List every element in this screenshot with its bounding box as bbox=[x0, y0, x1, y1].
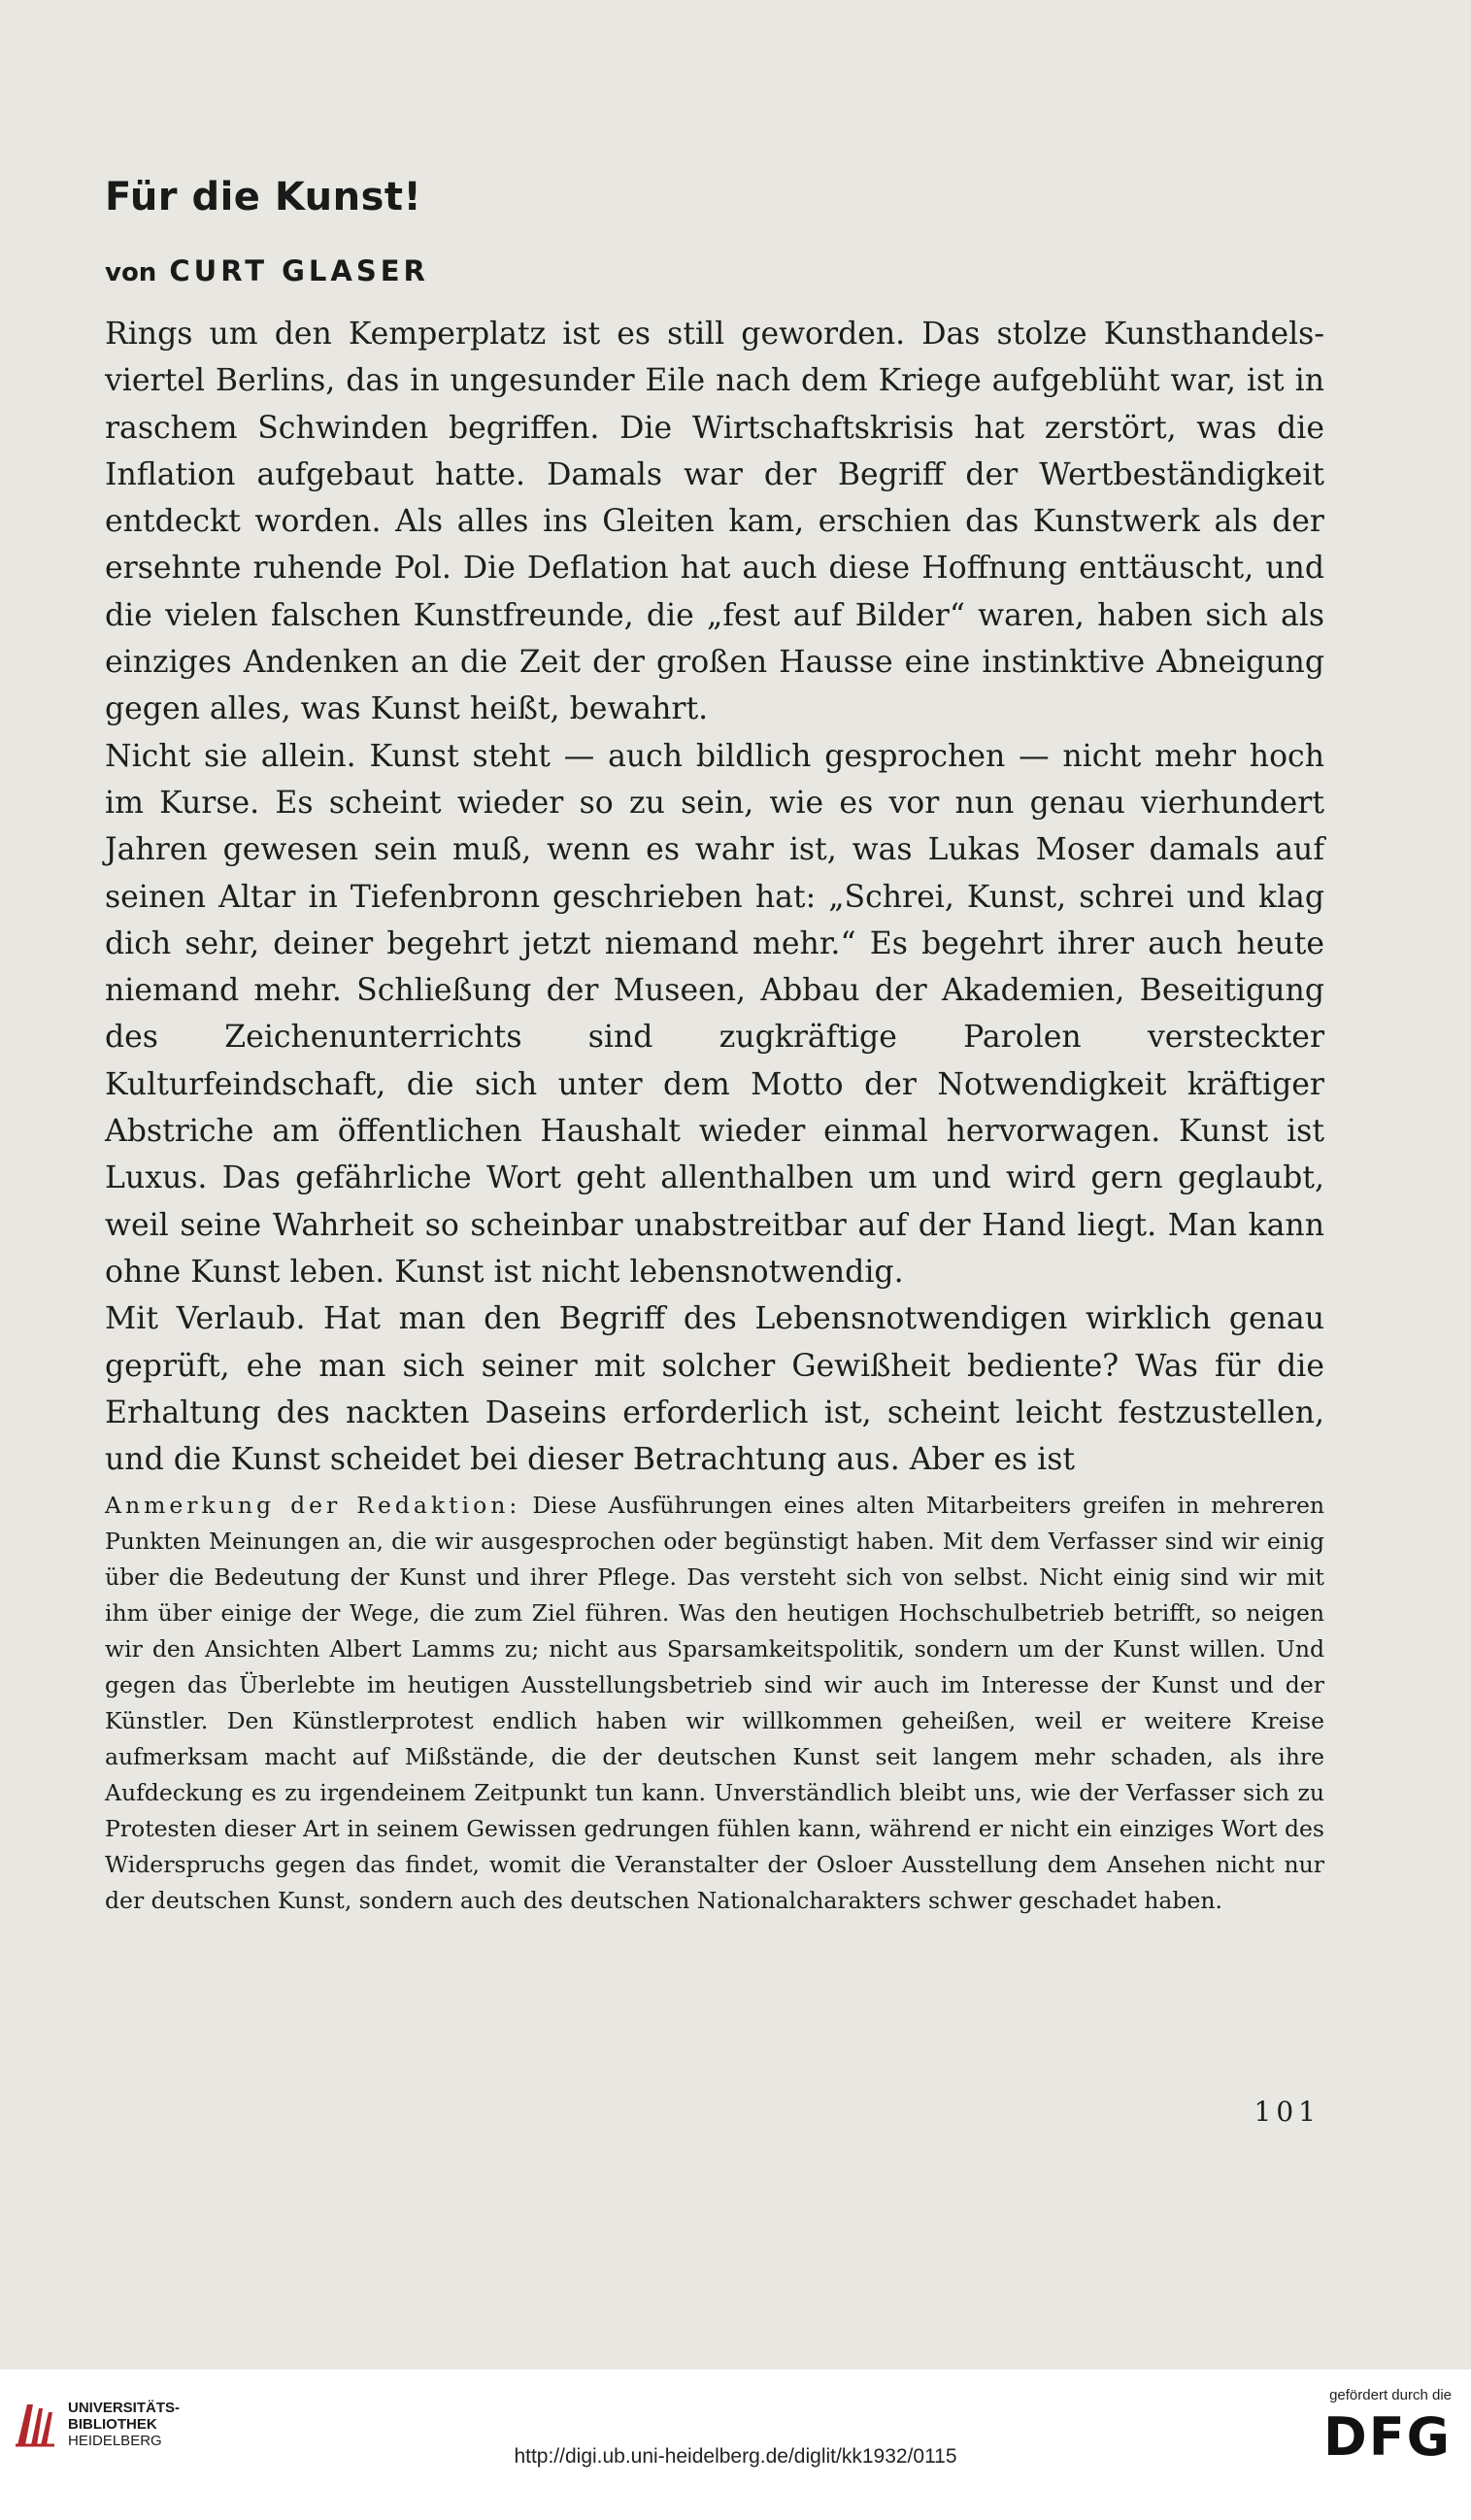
funding-caption: gefördert durch die bbox=[1329, 2387, 1452, 2403]
editorial-note-text: Diese Ausführungen eines alten Mitarbeiters greifen in mehreren Punkten Meinungen an, die wir ausgesprochen oder begünstigt haben. Mit dem Verfasser sind wir einig über die Bedeutung der Kunst und ihrer Pflege. Das versteht sich von selbst. Nicht einig sind wir mit ihm über einige der Wege, die zum Ziel führen. Was den heutigen Hochschulbetrieb betrifft, so neigen wir den Ansichten Albert Lamms zu; nicht aus Sparsamkeitspolitik, sondern um der Kunst willen. Und gegen das Überlebte im heutigen Ausstellungsbetrieb sind wir auch im Interesse der Kunst und der Künstler. Den Künstlerprotest endlich haben wir willkommen geheißen, weil er weitere Kreise aufmerksam macht auf Mißstände, die der deutschen Kunst seit langem mehr schaden, als ihre Aufdeckung es zu irgendeinem Zeitpunkt tun kann. Unverständlich bleibt uns, wie der Verfasser sich zu Protesten dieser Art in seinem Gewissen gedrungen fühlen kann, während er nicht ein einziges Wort des Widerspruchs gegen das findet, womit die Veranstalter der Osloer Ausstellung dem Ansehen nicht nur der deutschen Kunst, sondern auch des deutschen Nationalcharakters schwer geschadet haben. bbox=[105, 1492, 1324, 1914]
permalink-url[interactable]: http://digi.ub.uni-heidelberg.de/diglit/kk1932/0115 bbox=[514, 2445, 957, 2468]
university-library-seal-icon bbox=[14, 2399, 56, 2449]
article-byline bbox=[105, 254, 429, 287]
article-title: Für die Kunst! bbox=[105, 175, 422, 219]
body-paragraph: Mit Verlaub. Hat man den Begriff des Lebensnotwendigen wirklich genau geprüft, ehe man sich seiner mit solcher Gewißheit bediente? Was für die Erhaltung des nackten Daseins erforderlich ist, scheint leicht festzustellen, und die Kunst scheidet bei dieser Betrachtung aus. Aber es ist bbox=[105, 1301, 1324, 1478]
library-name-line: BIBLIOTHEK bbox=[68, 2415, 157, 2433]
page-number: 101 bbox=[1254, 2096, 1321, 2128]
author-name: CURT GLASER bbox=[169, 254, 429, 287]
article-body bbox=[105, 311, 1324, 1483]
library-name-line: HEIDELBERG bbox=[68, 2432, 162, 2449]
editorial-note-heading: Anmerkung der Redaktion: bbox=[105, 1492, 521, 1519]
byline-prefix: von bbox=[105, 258, 157, 287]
funder-block bbox=[1296, 2387, 1452, 2468]
dfg-logo[interactable]: DFG bbox=[1322, 2406, 1452, 2468]
editorial-note bbox=[105, 1488, 1324, 1919]
body-paragraph: Rings um den Kemperplatz ist es still geworden. Das stolze Kunsthandelsviertel Berlins, das in ungesunder Eile nach dem Kriege aufgeblüht war, ist in raschem Schwinden begriffen. Die Wirtschaftskrisis hat zerstört, was die Inflation aufgebaut hatte. Damals war der Begriff der Wertbeständigkeit entdeckt worden. Als alles ins Gleiten kam, erschien das Kunstwerk als der ersehnte ruhende Pol. Die Deflation hat auch diese Hoffnung enttäuscht, und die vielen falschen Kunstfreunde, die „fest auf Bilder“ waren, haben sich als einziges Andenken an die Zeit der großen Hausse eine instinktive Abneigung gegen alles, was Kunst heißt, bewahrt. bbox=[105, 317, 1324, 727]
library-name bbox=[68, 2400, 180, 2449]
digitization-footer bbox=[0, 2369, 1471, 2520]
body-paragraph: Nicht sie allein. Kunst steht — auch bildlich gesprochen — nicht mehr hoch im Kurse. Es scheint wieder so zu sein, wie es vor nun genau vierhundert Jahren gewesen sein muß, wenn es wahr ist, was Lukas Moser damals auf seinen Altar in Tiefenbronn geschrieben hat: „Schrei, Kunst, schrei und klag dich sehr, deiner begehrt jetzt niemand mehr.“ Es begehrt ihrer auch heute niemand mehr. Schließung der Museen, Abbau der Akademien, Beseitigung des Zeichenunterrichts sind zugkräftige Parolen versteckter Kulturfeindschaft, die sich unter dem Motto der Notwendigkeit kräftiger Abstriche am öffentlichen Haushalt wieder einmal hervorwagen. Kunst ist Luxus. Das gefährliche Wort geht allenthalben um und wird gern geglaubt, weil seine Wahrheit so scheinbar unabstreitbar auf der Hand liegt. Man kann ohne Kunst leben. Kunst ist nicht lebensnotwendig. bbox=[105, 738, 1324, 1290]
library-name-line: UNIVERSITÄTS- bbox=[68, 2399, 181, 2416]
library-logo[interactable] bbox=[14, 2399, 180, 2449]
